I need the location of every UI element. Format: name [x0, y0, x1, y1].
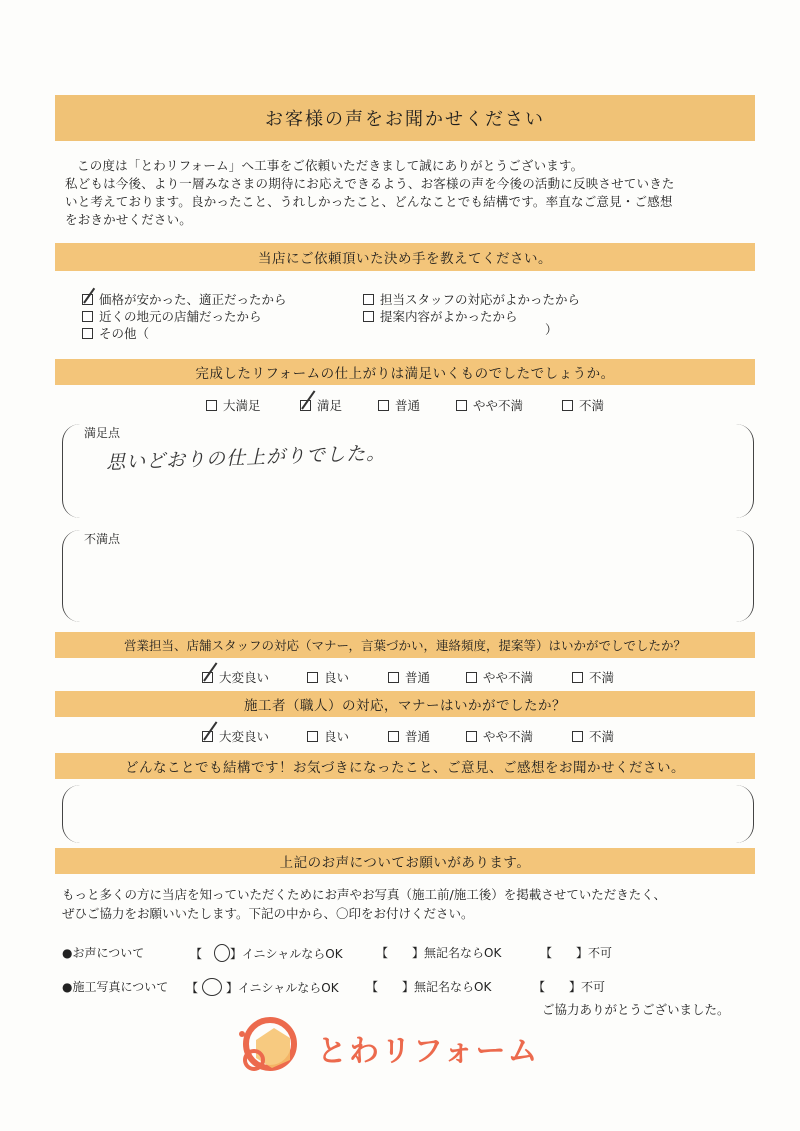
brand-logo — [232, 1012, 542, 1082]
intro-line: この度は「とわリフォーム」へ工事をご依頼いただきまして誠にありがとうございます。 — [77, 158, 584, 173]
q2-option-neutral[interactable]: 普通 — [378, 396, 420, 414]
checkbox[interactable] — [378, 400, 389, 411]
photo-choice-refuse[interactable]: 【 】不可 — [533, 980, 606, 994]
q3-option-neutral[interactable]: 普通 — [388, 668, 430, 686]
q3-option-very-good[interactable]: 大変良い — [202, 668, 269, 686]
dissatisfied-points-box[interactable] — [62, 530, 754, 622]
q2-option-somewhat-dissatisfied[interactable]: やや不満 — [456, 396, 523, 414]
q1-option-proposal[interactable]: 提案内容がよかったから — [363, 307, 518, 325]
dissatisfied-points-label: 不満点 — [84, 532, 121, 546]
checkbox[interactable] — [307, 672, 318, 683]
checkbox[interactable] — [307, 731, 318, 742]
checkbox[interactable] — [456, 400, 467, 411]
q6-text-line: もっと多くの方に当店を知っていただくためにお声やお写真（施工前/施工後）を掲載させていただきたく、 — [62, 887, 666, 902]
q4-heading: 施工者（職人）の対応，マナーはいかがでしたか？ — [55, 691, 755, 717]
q1-option-price[interactable]: 価格が安かった、適正だったから — [82, 290, 287, 308]
checkbox[interactable] — [388, 672, 399, 683]
circle-mark-icon — [202, 978, 222, 996]
q2-option-very-satisfied[interactable]: 大満足 — [206, 396, 261, 414]
circle-mark-icon — [214, 944, 230, 962]
q4-option-very-good[interactable]: 大変良い — [202, 727, 269, 745]
q4-option-good[interactable]: 良い — [307, 727, 349, 745]
thanks-text: ご協力ありがとうございました。 — [542, 1002, 730, 1017]
q4-option-somewhat-dissatisfied[interactable]: やや不満 — [466, 727, 533, 745]
intro-line: をおきかせください。 — [65, 212, 193, 227]
q1-option-local[interactable]: 近くの地元の店舗だったから — [82, 307, 262, 325]
intro-line: 私どもは今後、より一層みなさまの期待にお応えできるよう、お客様の声を今後の活動に反映させていきた — [65, 176, 675, 191]
photo-row-label: ●施工写真について — [62, 980, 169, 994]
q1-heading: 当店にご依頼頂いた決め手を教えてください。 — [55, 243, 755, 271]
q2-heading: 完成したリフォームの仕上がりは満足いくものでしたでしょうか。 — [55, 359, 755, 385]
q2-option-dissatisfied[interactable]: 不満 — [562, 396, 604, 414]
q4-option-neutral[interactable]: 普通 — [388, 727, 430, 745]
q3-option-good[interactable]: 良い — [307, 668, 349, 686]
logo-mark-icon — [232, 1012, 312, 1082]
intro-line: いと考えております。良かったこと、うれしかったこと、どんなことでも結構です。率直なご意見・ご感想 — [65, 194, 673, 209]
q6-text-line: ぜひご協力をお願いいたします。下記の中から、〇印をお付けください。 — [62, 906, 474, 921]
checkbox[interactable] — [572, 731, 583, 742]
q4-option-dissatisfied[interactable]: 不満 — [572, 727, 614, 745]
satisfied-points-label: 満足点 — [84, 426, 121, 440]
q6-text — [62, 885, 762, 923]
comments-box[interactable] — [62, 785, 754, 843]
voice-row-label: ●お声について — [62, 946, 145, 960]
q1-option-staff[interactable]: 担当スタッフの対応がよかったから — [363, 290, 580, 308]
voice-choice-initial[interactable]: 【 】イニシャルならOK — [190, 944, 343, 962]
photo-choice-initial[interactable]: 【 】イニシャルならOK — [186, 978, 339, 996]
brand-name: とわリフォーム — [317, 1034, 540, 1069]
q2-option-satisfied[interactable]: 満足 — [300, 396, 342, 414]
voice-choice-anonymous[interactable]: 【 】無記名ならOK — [376, 946, 502, 960]
checkbox[interactable] — [572, 672, 583, 683]
photo-choice-anonymous[interactable]: 【 】無記名ならOK — [366, 980, 492, 994]
voice-choice-refuse[interactable]: 【 】不可 — [540, 946, 613, 960]
page-title: お客様の声をお聞かせください — [55, 95, 755, 141]
intro-text — [65, 157, 755, 229]
checkbox[interactable] — [363, 311, 374, 322]
checkbox[interactable] — [82, 311, 93, 322]
q5-heading: どんなことでも結構です！お気づきになったこと、ご意見、ご感想をお聞かせください。 — [55, 753, 755, 779]
q3-option-somewhat-dissatisfied[interactable]: やや不満 — [466, 668, 533, 686]
checkbox[interactable] — [388, 731, 399, 742]
close-paren: ） — [545, 322, 558, 337]
satisfied-points-handwriting: 思いどおりの仕上がりでした。 — [105, 442, 387, 474]
q3-heading: 営業担当、店舗スタッフの対応（マナー，言葉づかい，連絡頻度，提案等）はいかがでしでしたか？ — [55, 632, 755, 658]
checkbox[interactable] — [466, 731, 477, 742]
checkbox[interactable] — [206, 400, 217, 411]
checkbox[interactable] — [82, 328, 93, 339]
checkbox[interactable] — [363, 294, 374, 305]
q6-heading: 上記のお声についてお願いがあります。 — [55, 848, 755, 874]
q3-option-dissatisfied[interactable]: 不満 — [572, 668, 614, 686]
checkbox[interactable] — [562, 400, 573, 411]
q1-option-other[interactable]: その他（ — [82, 324, 149, 342]
checkbox[interactable] — [466, 672, 477, 683]
